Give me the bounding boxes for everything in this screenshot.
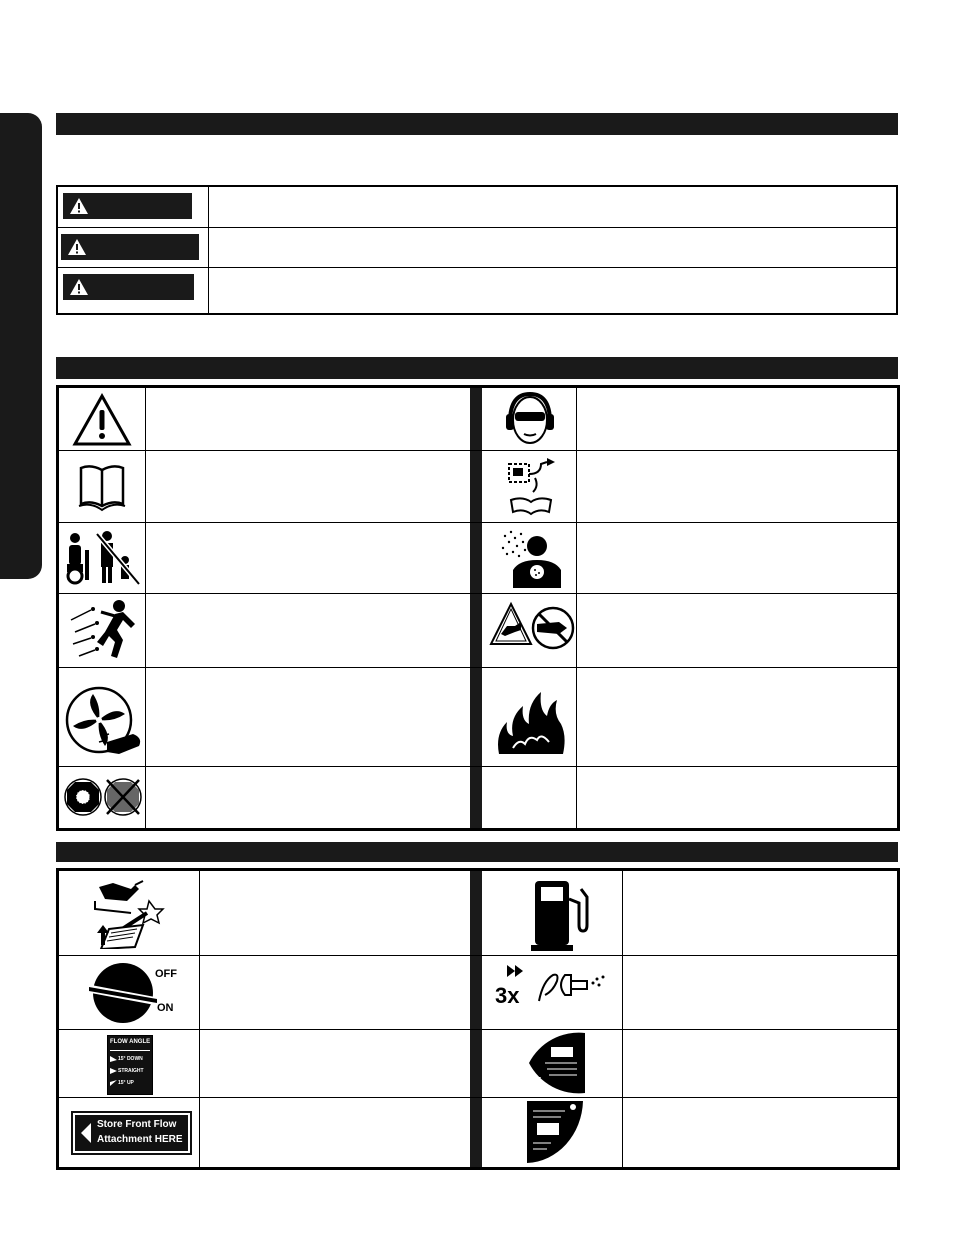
fan-hand-hazard-icon	[63, 684, 145, 760]
danger-label	[63, 193, 192, 219]
row-divider	[59, 593, 897, 594]
flow-angle-rule	[110, 1050, 150, 1051]
chute-decal-icon	[521, 1031, 587, 1095]
warning-triangle-icon	[67, 238, 87, 256]
signal-word-row	[58, 187, 896, 228]
section-header-bar-signal-words	[56, 113, 898, 135]
signal-word-table	[56, 185, 898, 315]
store-decal-line1: Store Front Flow	[97, 1119, 177, 1130]
no-wheel-guard-removal-icon	[63, 776, 145, 818]
toxic-fumes-icon	[499, 526, 563, 588]
center-divider	[470, 871, 482, 1167]
row-divider	[59, 522, 897, 523]
row-divider	[59, 1029, 897, 1030]
flow-angle-title: FLOW ANGLE	[110, 1039, 151, 1045]
signal-word-row	[58, 228, 896, 268]
thrown-objects-icon	[65, 598, 141, 662]
store-decal-line2: Attachment HERE	[97, 1134, 183, 1145]
flow-down-label: 15° DOWN	[118, 1056, 143, 1062]
primer-bulb-icon	[493, 961, 613, 1011]
flow-up-label: 15° UP	[118, 1080, 134, 1086]
oil-check-icon	[91, 879, 171, 949]
on-label: ON	[157, 1002, 174, 1014]
row-divider	[59, 667, 897, 668]
left-arrow-icon	[79, 1121, 95, 1145]
fuel-pump-icon	[529, 879, 593, 953]
section-header-bar-operation-symbols	[56, 842, 898, 862]
on-off-switch-icon	[81, 957, 191, 1027]
column-divider	[145, 388, 146, 828]
row-divider	[59, 1097, 897, 1098]
off-label: OFF	[155, 968, 177, 980]
column-divider	[576, 388, 577, 828]
read-manual-before-service-icon	[499, 456, 559, 518]
primer-count: 3x	[495, 983, 520, 1008]
eye-ear-protection-icon	[502, 392, 558, 448]
column-divider	[199, 871, 200, 1167]
fire-hazard-icon	[495, 688, 567, 756]
row-divider	[59, 450, 897, 451]
column-divider	[622, 871, 623, 1167]
warning-triangle-icon	[69, 197, 89, 215]
flow-straight-label: STRAIGHT	[118, 1068, 144, 1074]
section-header-bar-safety-symbols	[56, 357, 898, 379]
safety-symbols-table	[56, 385, 900, 831]
signal-word-divider	[208, 187, 209, 313]
section-side-tab	[0, 113, 42, 579]
row-divider	[59, 955, 897, 956]
no-spray-at-people-animals-icon	[489, 598, 575, 654]
operation-symbols-table	[56, 868, 900, 1170]
warning-triangle-icon	[69, 278, 89, 296]
center-divider	[470, 388, 482, 828]
warning-label	[61, 234, 199, 260]
flow-arrows-icon	[109, 1054, 118, 1090]
flow-angle-decal-icon	[107, 1035, 153, 1095]
read-manual-icon	[77, 460, 127, 512]
start-procedure-decal-icon	[525, 1099, 585, 1165]
row-divider	[59, 766, 897, 767]
store-attachment-decal-icon	[71, 1111, 192, 1155]
keep-bystanders-away-icon	[65, 530, 143, 586]
caution-label	[63, 274, 194, 300]
safety-alert-triangle-icon	[71, 392, 133, 448]
signal-word-row	[58, 268, 896, 313]
